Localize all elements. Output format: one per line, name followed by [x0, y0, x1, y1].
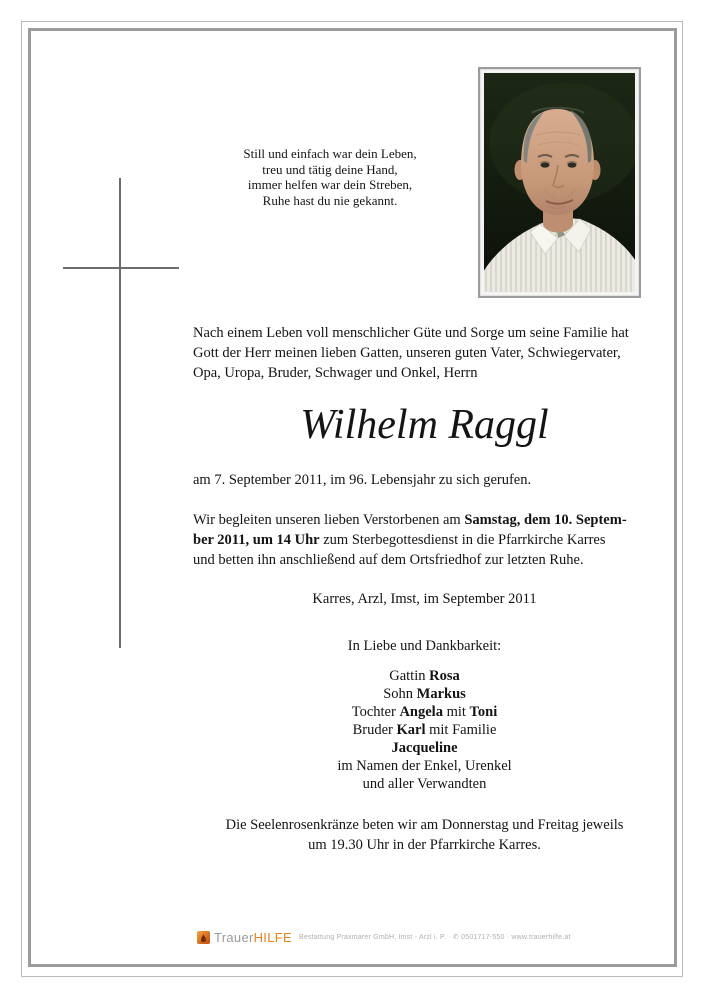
text-line: ber 2011, um 14 Uhr zum Sterbegottesdienst in die Pfarrkirche Karres [193, 532, 606, 548]
death-date-line: am 7. September 2011, im 96. Lebensjahr zu sich gerufen. [193, 472, 532, 488]
text-line: Jacqueline [391, 740, 458, 756]
text-line: Die Seelenrosenkränze beten wir am Donnerstag und Freitag jeweils [225, 817, 624, 833]
text-line: und betten ihn anschließend auf dem Ortsfriedhof zur letzten Ruhe. [193, 552, 584, 568]
text-line: immer helfen war dein Streben, [247, 177, 413, 193]
portrait-photo-frame [478, 67, 641, 298]
deceased-name: Wilhelm Raggl [300, 402, 549, 448]
trauerhilfe-logo-icon [197, 931, 210, 944]
funeral-service-text [193, 510, 656, 570]
text-line: Opa, Uropa, Bruder, Schwager und Onkel, Herrn [193, 365, 478, 381]
text-line: Sohn Markus [383, 686, 466, 702]
text-line: Ruhe hast du nie gekannt. [262, 192, 398, 208]
text-line: Nach einem Leben voll menschlicher Güte und Sorge um seine Familie hat [193, 325, 629, 341]
text-line: treu und tätig deine Hand, [262, 161, 398, 177]
memorial-poem [190, 146, 470, 208]
funeral-home-info: Bestattung Praxmarer GmbH, Imst - Arzl i. P. · ✆ 0501717-550 · www.trauerhilfe.at [298, 934, 571, 941]
text-line: Still und einfach war dein Leben, [243, 146, 417, 161]
gratitude-line: In Liebe und Dankbarkeit: [347, 638, 502, 654]
footer [197, 927, 571, 947]
text-line: im Namen der Enkel, Urenkel [337, 758, 512, 774]
place-date-line: Karres, Arzl, Imst, im September 2011 [312, 591, 537, 607]
brand-trauer: Trauer [214, 929, 254, 945]
text-line: Bruder Karl mit Familie [352, 722, 497, 738]
text-line: Tochter Angela mit Toni [351, 704, 498, 720]
rosary-notice [193, 815, 656, 855]
brand-hilfe: HILFE [253, 929, 292, 945]
text-line: Wir begleiten unseren lieben Verstorbenen am Samstag, dem 10. Septem- [193, 512, 627, 528]
cross-horizontal-bar [63, 267, 179, 269]
trauerhilfe-logo-text [214, 930, 292, 945]
text-line: Gattin Rosa [389, 668, 460, 684]
portrait-photo [484, 73, 635, 292]
text-line: um 19.30 Uhr in der Pfarrkirche Karres. [308, 837, 541, 853]
text-line: Gott der Herr meinen lieben Gatten, unseren guten Vater, Schwiegervater, [193, 345, 621, 361]
family-list [193, 667, 656, 793]
intro-text [193, 323, 656, 383]
text-line: und aller Verwandten [362, 776, 487, 792]
cross-vertical-bar [119, 178, 121, 648]
